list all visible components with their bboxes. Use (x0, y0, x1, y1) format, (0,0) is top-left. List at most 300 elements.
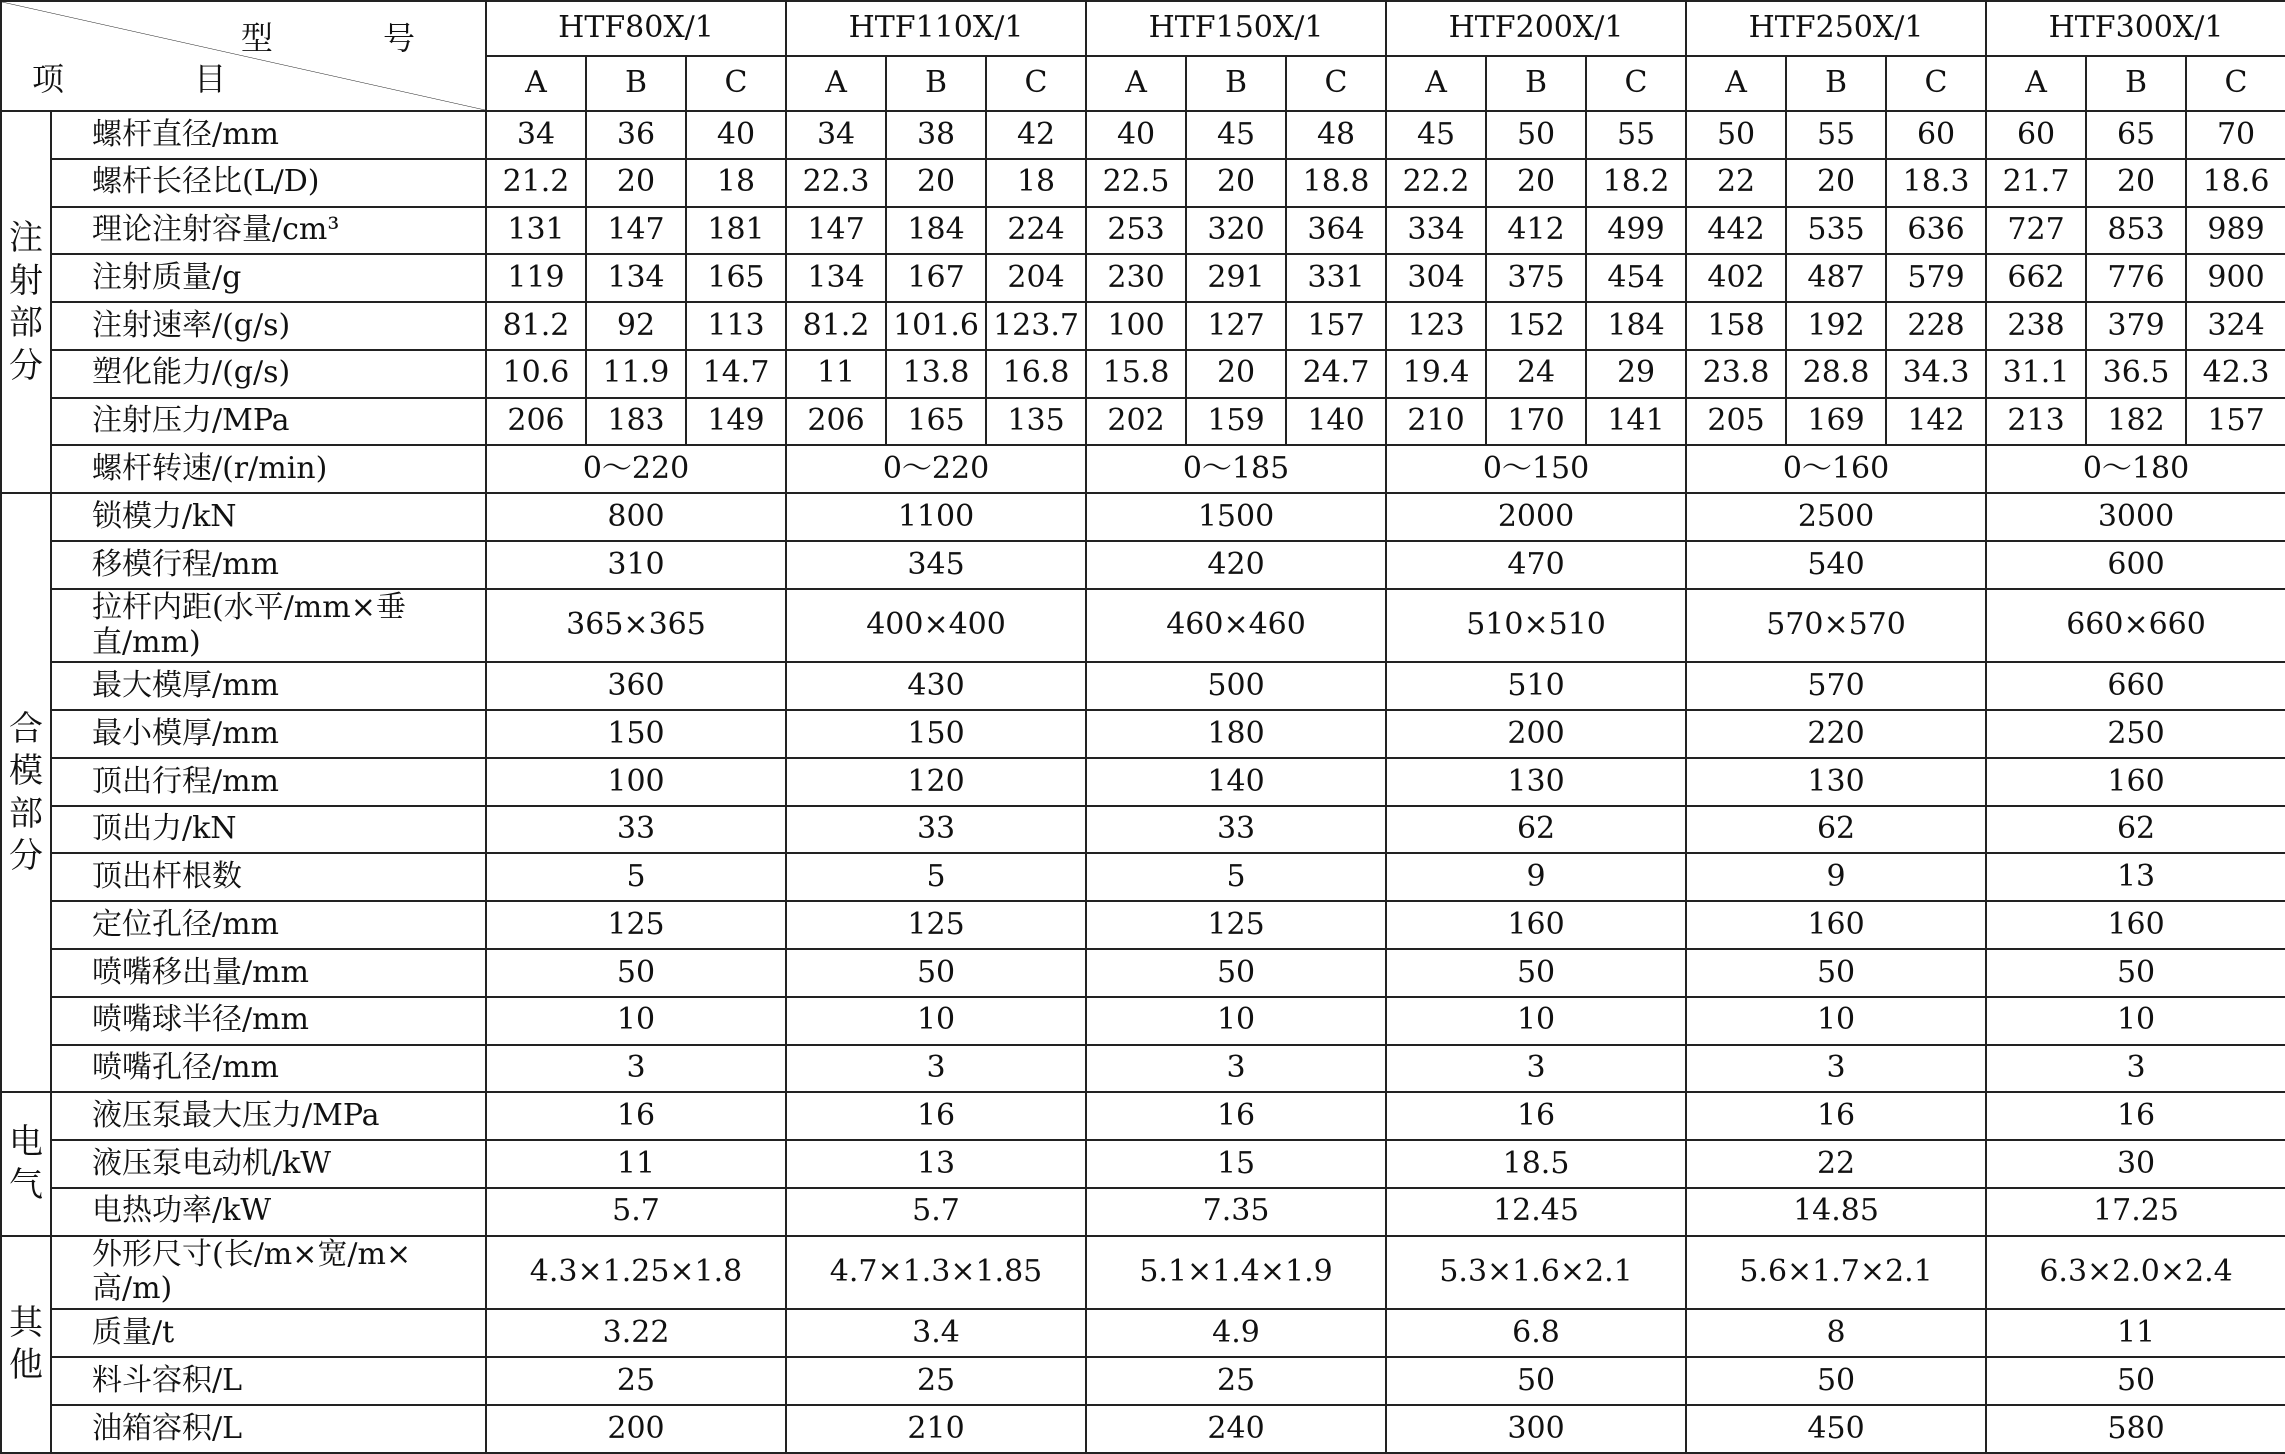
value-cell: 334 (1386, 207, 1486, 255)
value-cell: 50 (1686, 949, 1986, 997)
value-cell: 535 (1786, 207, 1886, 255)
value-cell: 62 (1386, 806, 1686, 854)
value-cell: 5.1×1.4×1.9 (1086, 1236, 1386, 1310)
table-row (1, 1405, 2285, 1453)
value-cell: 510 (1386, 662, 1686, 710)
value-cell: 181 (686, 207, 786, 255)
value-cell: 119 (486, 254, 586, 302)
value-cell: 200 (486, 1405, 786, 1453)
table-row (1, 949, 2285, 997)
value-cell: 989 (2186, 207, 2285, 255)
value-cell: 3000 (1986, 493, 2285, 541)
item-label: 喷嘴移出量/mm (51, 949, 486, 997)
variant-header: C (1886, 56, 1986, 111)
table-row (1, 758, 2285, 806)
value-cell: 402 (1686, 254, 1786, 302)
value-cell: 5.7 (786, 1188, 1086, 1236)
value-cell: 10 (1986, 997, 2285, 1045)
value-cell: 152 (1486, 302, 1586, 350)
value-cell: 5 (486, 853, 786, 901)
value-cell: 55 (1786, 111, 1886, 159)
category-char: 气 (9, 1164, 43, 1205)
table-row (1, 1309, 2285, 1357)
value-cell: 60 (1986, 111, 2086, 159)
variant-header: B (886, 56, 986, 111)
value-cell: 9 (1386, 853, 1686, 901)
variant-header: A (486, 56, 586, 111)
table-row (1, 662, 2285, 710)
value-cell: 150 (786, 710, 1086, 758)
value-cell: 3.22 (486, 1309, 786, 1357)
value-cell: 183 (586, 398, 686, 446)
value-cell: 18 (986, 159, 1086, 207)
value-cell: 18.6 (2186, 159, 2285, 207)
model-header: HTF80X/1 (486, 1, 786, 56)
value-cell: 10 (1086, 997, 1386, 1045)
value-cell: 570×570 (1686, 589, 1986, 663)
value-cell: 13.8 (886, 350, 986, 398)
value-cell: 18.8 (1286, 159, 1386, 207)
value-cell: 238 (1986, 302, 2086, 350)
model-header: HTF300X/1 (1986, 1, 2285, 56)
value-cell: 727 (1986, 207, 2086, 255)
value-cell: 636 (1886, 207, 1986, 255)
value-cell: 15 (1086, 1140, 1386, 1188)
value-cell: 345 (786, 541, 1086, 589)
value-cell: 16 (786, 1092, 1086, 1140)
value-cell: 130 (1686, 758, 1986, 806)
table-row (1, 1357, 2285, 1405)
value-cell: 13 (1986, 853, 2285, 901)
value-cell: 224 (986, 207, 1086, 255)
value-cell: 30 (1986, 1140, 2285, 1188)
variant-header: C (1586, 56, 1686, 111)
value-cell: 42 (986, 111, 1086, 159)
value-cell: 160 (1686, 901, 1986, 949)
value-cell: 304 (1386, 254, 1486, 302)
value-cell: 25 (486, 1357, 786, 1405)
table-row (1, 997, 2285, 1045)
item-label: 最小模厚/mm (51, 710, 486, 758)
variant-header: B (586, 56, 686, 111)
value-cell: 22 (1686, 1140, 1986, 1188)
value-cell: 70 (2186, 111, 2285, 159)
table-row (1, 710, 2285, 758)
item-label: 顶出杆根数 (51, 853, 486, 901)
variant-header: A (1986, 56, 2086, 111)
value-cell: 420 (1086, 541, 1386, 589)
value-cell: 157 (2186, 398, 2285, 446)
value-cell: 379 (2086, 302, 2186, 350)
model-header: HTF250X/1 (1686, 1, 1986, 56)
value-cell: 240 (1086, 1405, 1386, 1453)
value-cell: 22.2 (1386, 159, 1486, 207)
value-cell: 450 (1686, 1405, 1986, 1453)
value-cell: 127 (1186, 302, 1286, 350)
value-cell: 250 (1986, 710, 2285, 758)
value-cell: 375 (1486, 254, 1586, 302)
model-header: HTF110X/1 (786, 1, 1086, 56)
value-cell: 20 (2086, 159, 2186, 207)
value-cell: 25 (1086, 1357, 1386, 1405)
value-cell: 400×400 (786, 589, 1086, 663)
value-cell: 0～220 (786, 445, 1086, 493)
value-cell: 65 (2086, 111, 2186, 159)
value-cell: 101.6 (886, 302, 986, 350)
value-cell: 442 (1686, 207, 1786, 255)
item-label: 料斗容积/L (51, 1357, 486, 1405)
value-cell: 11 (1986, 1309, 2285, 1357)
value-cell: 160 (1986, 758, 2285, 806)
table-row (1, 111, 2285, 159)
table-row (1, 806, 2285, 854)
value-cell: 125 (1086, 901, 1386, 949)
value-cell: 147 (786, 207, 886, 255)
value-cell: 165 (886, 398, 986, 446)
value-cell: 60 (1886, 111, 1986, 159)
value-cell: 291 (1186, 254, 1286, 302)
value-cell: 130 (1386, 758, 1686, 806)
value-cell: 20 (886, 159, 986, 207)
value-cell: 50 (1986, 949, 2285, 997)
value-cell: 5.7 (486, 1188, 786, 1236)
value-cell: 5.6×1.7×2.1 (1686, 1236, 1986, 1310)
value-cell: 135 (986, 398, 1086, 446)
value-cell: 160 (1386, 901, 1686, 949)
value-cell: 10 (1686, 997, 1986, 1045)
value-cell: 150 (486, 710, 786, 758)
value-cell: 18.5 (1386, 1140, 1686, 1188)
value-cell: 200 (1386, 710, 1686, 758)
variant-header: C (986, 56, 1086, 111)
variant-header: C (1286, 56, 1386, 111)
value-cell: 16 (1386, 1092, 1686, 1140)
item-label: 注射速率/(g/s) (51, 302, 486, 350)
value-cell: 34 (786, 111, 886, 159)
item-label: 油箱容积/L (51, 1405, 486, 1453)
value-cell: 50 (1386, 949, 1686, 997)
value-cell: 10 (1386, 997, 1686, 1045)
value-cell: 853 (2086, 207, 2186, 255)
value-cell: 9 (1686, 853, 1986, 901)
value-cell: 50 (1686, 1357, 1986, 1405)
value-cell: 81.2 (486, 302, 586, 350)
item-label: 塑化能力/(g/s) (51, 350, 486, 398)
value-cell: 4.7×1.3×1.85 (786, 1236, 1086, 1310)
value-cell: 142 (1886, 398, 1986, 446)
value-cell: 192 (1786, 302, 1886, 350)
value-cell: 159 (1186, 398, 1286, 446)
value-cell: 134 (786, 254, 886, 302)
value-cell: 45 (1186, 111, 1286, 159)
variant-header: A (786, 56, 886, 111)
value-cell: 28.8 (1786, 350, 1886, 398)
value-cell: 50 (1686, 111, 1786, 159)
value-cell: 149 (686, 398, 786, 446)
value-cell: 900 (2186, 254, 2285, 302)
value-cell: 2500 (1686, 493, 1986, 541)
table-row (1, 853, 2285, 901)
value-cell: 12.45 (1386, 1188, 1686, 1236)
variant-header: B (1486, 56, 1586, 111)
value-cell: 100 (1086, 302, 1186, 350)
value-cell: 0～220 (486, 445, 786, 493)
value-cell: 210 (1386, 398, 1486, 446)
value-cell: 4.9 (1086, 1309, 1386, 1357)
value-cell: 10 (486, 997, 786, 1045)
value-cell: 331 (1286, 254, 1386, 302)
table-row (1, 1188, 2285, 1236)
item-label: 质量/t (51, 1309, 486, 1357)
value-cell: 15.8 (1086, 350, 1186, 398)
category-char: 分 (9, 345, 43, 386)
value-cell: 499 (1586, 207, 1686, 255)
value-cell: 62 (1686, 806, 1986, 854)
value-cell: 184 (1586, 302, 1686, 350)
value-cell: 5 (1086, 853, 1386, 901)
value-cell: 18 (686, 159, 786, 207)
table-row (1, 541, 2285, 589)
value-cell: 600 (1986, 541, 2285, 589)
value-cell: 134 (586, 254, 686, 302)
value-cell: 160 (1986, 901, 2285, 949)
value-cell: 660 (1986, 662, 2285, 710)
value-cell: 540 (1686, 541, 1986, 589)
category-char: 部 (9, 793, 43, 834)
value-cell: 206 (786, 398, 886, 446)
value-cell: 11 (486, 1140, 786, 1188)
value-cell: 182 (2086, 398, 2186, 446)
table-row (1, 159, 2285, 207)
value-cell: 40 (686, 111, 786, 159)
value-cell: 202 (1086, 398, 1186, 446)
value-cell: 165 (686, 254, 786, 302)
value-cell: 158 (1686, 302, 1786, 350)
value-cell: 34.3 (1886, 350, 1986, 398)
category-char: 分 (9, 836, 43, 877)
category-char: 其 (9, 1302, 43, 1343)
value-cell: 3 (786, 1045, 1086, 1093)
value-cell: 4.3×1.25×1.8 (486, 1236, 786, 1310)
table-row (1, 901, 2285, 949)
value-cell: 100 (486, 758, 786, 806)
value-cell: 470 (1386, 541, 1686, 589)
variant-header: B (1186, 56, 1286, 111)
table-row (1, 1045, 2285, 1093)
value-cell: 8 (1686, 1309, 1986, 1357)
item-label: 电热功率/kW (51, 1188, 486, 1236)
category-char: 注 (9, 218, 43, 259)
category-cell (1, 111, 51, 493)
value-cell: 25 (786, 1357, 1086, 1405)
value-cell: 140 (1086, 758, 1386, 806)
item-label: 螺杆长径比(L/D) (51, 159, 486, 207)
value-cell: 14.7 (686, 350, 786, 398)
value-cell: 24.7 (1286, 350, 1386, 398)
value-cell: 29 (1586, 350, 1686, 398)
item-label: 拉杆内距(水平/mm×垂直/mm) (51, 589, 486, 663)
table-row (1, 302, 2285, 350)
value-cell: 570 (1686, 662, 1986, 710)
value-cell: 0～150 (1386, 445, 1686, 493)
value-cell: 660×660 (1986, 589, 2285, 663)
value-cell: 210 (786, 1405, 1086, 1453)
value-cell: 16 (486, 1092, 786, 1140)
value-cell: 50 (1486, 111, 1586, 159)
value-cell: 34 (486, 111, 586, 159)
value-cell: 125 (486, 901, 786, 949)
value-cell: 40 (1086, 111, 1186, 159)
value-cell: 3 (1686, 1045, 1986, 1093)
value-cell: 430 (786, 662, 1086, 710)
item-label: 顶出力/kN (51, 806, 486, 854)
value-cell: 18.2 (1586, 159, 1686, 207)
value-cell: 206 (486, 398, 586, 446)
value-cell: 18.3 (1886, 159, 1986, 207)
variant-header: A (1086, 56, 1186, 111)
variant-header: A (1686, 56, 1786, 111)
category-cell (1, 493, 51, 1092)
value-cell: 50 (786, 949, 1086, 997)
value-cell: 36.5 (2086, 350, 2186, 398)
value-cell: 579 (1886, 254, 1986, 302)
value-cell: 22.5 (1086, 159, 1186, 207)
value-cell: 20 (586, 159, 686, 207)
table-row (1, 1236, 2285, 1310)
value-cell: 412 (1486, 207, 1586, 255)
category-char: 电 (9, 1122, 43, 1163)
value-cell: 42.3 (2186, 350, 2285, 398)
value-cell: 33 (1086, 806, 1386, 854)
table-body (1, 111, 2285, 1453)
model-header: HTF150X/1 (1086, 1, 1386, 56)
value-cell: 364 (1286, 207, 1386, 255)
value-cell: 776 (2086, 254, 2186, 302)
value-cell: 157 (1286, 302, 1386, 350)
value-cell: 22 (1686, 159, 1786, 207)
item-label: 定位孔径/mm (51, 901, 486, 949)
value-cell: 50 (486, 949, 786, 997)
category-char: 他 (9, 1345, 43, 1386)
value-cell: 6.8 (1386, 1309, 1686, 1357)
value-cell: 11.9 (586, 350, 686, 398)
variant-header: A (1386, 56, 1486, 111)
value-cell: 487 (1786, 254, 1886, 302)
value-cell: 3 (1086, 1045, 1386, 1093)
item-label: 最大模厚/mm (51, 662, 486, 710)
value-cell: 662 (1986, 254, 2086, 302)
value-cell: 62 (1986, 806, 2285, 854)
variant-header: B (2086, 56, 2186, 111)
category-char: 合 (9, 708, 43, 749)
value-cell: 20 (1786, 159, 1886, 207)
item-label: 螺杆直径/mm (51, 111, 486, 159)
value-cell: 220 (1686, 710, 1986, 758)
value-cell: 22.3 (786, 159, 886, 207)
value-cell: 320 (1186, 207, 1286, 255)
table-row (1, 589, 2285, 663)
value-cell: 16.8 (986, 350, 1086, 398)
value-cell: 204 (986, 254, 1086, 302)
value-cell: 5.3×1.6×2.1 (1386, 1236, 1686, 1310)
value-cell: 131 (486, 207, 586, 255)
value-cell: 0～185 (1086, 445, 1386, 493)
value-cell: 92 (586, 302, 686, 350)
item-label: 液压泵最大压力/MPa (51, 1092, 486, 1140)
value-cell: 147 (586, 207, 686, 255)
value-cell: 16 (1986, 1092, 2285, 1140)
value-cell: 141 (1586, 398, 1686, 446)
value-cell: 81.2 (786, 302, 886, 350)
value-cell: 20 (1486, 159, 1586, 207)
value-cell: 36 (586, 111, 686, 159)
value-cell: 50 (1386, 1357, 1686, 1405)
value-cell: 0～160 (1686, 445, 1986, 493)
item-label: 外形尺寸(长/m×宽/m×高/m) (51, 1236, 486, 1310)
value-cell: 1500 (1086, 493, 1386, 541)
value-cell: 230 (1086, 254, 1186, 302)
category-cell (1, 1236, 51, 1453)
value-cell: 0～180 (1986, 445, 2285, 493)
value-cell: 500 (1086, 662, 1386, 710)
table-row (1, 493, 2285, 541)
item-label: 移模行程/mm (51, 541, 486, 589)
value-cell: 48 (1286, 111, 1386, 159)
table-row (1, 350, 2285, 398)
item-label: 理论注射容量/cm³ (51, 207, 486, 255)
value-cell: 580 (1986, 1405, 2285, 1453)
value-cell: 3 (1386, 1045, 1686, 1093)
item-label: 注射质量/g (51, 254, 486, 302)
value-cell: 365×365 (486, 589, 786, 663)
value-cell: 460×460 (1086, 589, 1386, 663)
category-cell (1, 1092, 51, 1235)
variant-header: B (1786, 56, 1886, 111)
value-cell: 50 (1086, 949, 1386, 997)
value-cell: 21.2 (486, 159, 586, 207)
value-cell: 3 (486, 1045, 786, 1093)
value-cell: 13 (786, 1140, 1086, 1188)
category-char: 射 (9, 260, 43, 301)
value-cell: 510×510 (1386, 589, 1686, 663)
variant-header: C (2186, 56, 2285, 111)
value-cell: 20 (1186, 159, 1286, 207)
value-cell: 800 (486, 493, 786, 541)
value-cell: 360 (486, 662, 786, 710)
item-label: 顶出行程/mm (51, 758, 486, 806)
item-header-label: 项 目 (32, 60, 287, 99)
table-row (1, 254, 2285, 302)
table-row (1, 1140, 2285, 1188)
value-cell: 7.35 (1086, 1188, 1386, 1236)
value-cell: 140 (1286, 398, 1386, 446)
value-cell: 5 (786, 853, 1086, 901)
item-label: 液压泵电动机/kW (51, 1140, 486, 1188)
value-cell: 123 (1386, 302, 1486, 350)
value-cell: 228 (1886, 302, 1986, 350)
value-cell: 310 (486, 541, 786, 589)
value-cell: 3.4 (786, 1309, 1086, 1357)
value-cell: 454 (1586, 254, 1686, 302)
item-label: 喷嘴球半径/mm (51, 997, 486, 1045)
header-corner-cell (1, 1, 486, 111)
value-cell: 6.3×2.0×2.4 (1986, 1236, 2285, 1310)
value-cell: 33 (486, 806, 786, 854)
value-cell: 55 (1586, 111, 1686, 159)
variant-header: C (686, 56, 786, 111)
value-cell: 324 (2186, 302, 2285, 350)
value-cell: 23.8 (1686, 350, 1786, 398)
